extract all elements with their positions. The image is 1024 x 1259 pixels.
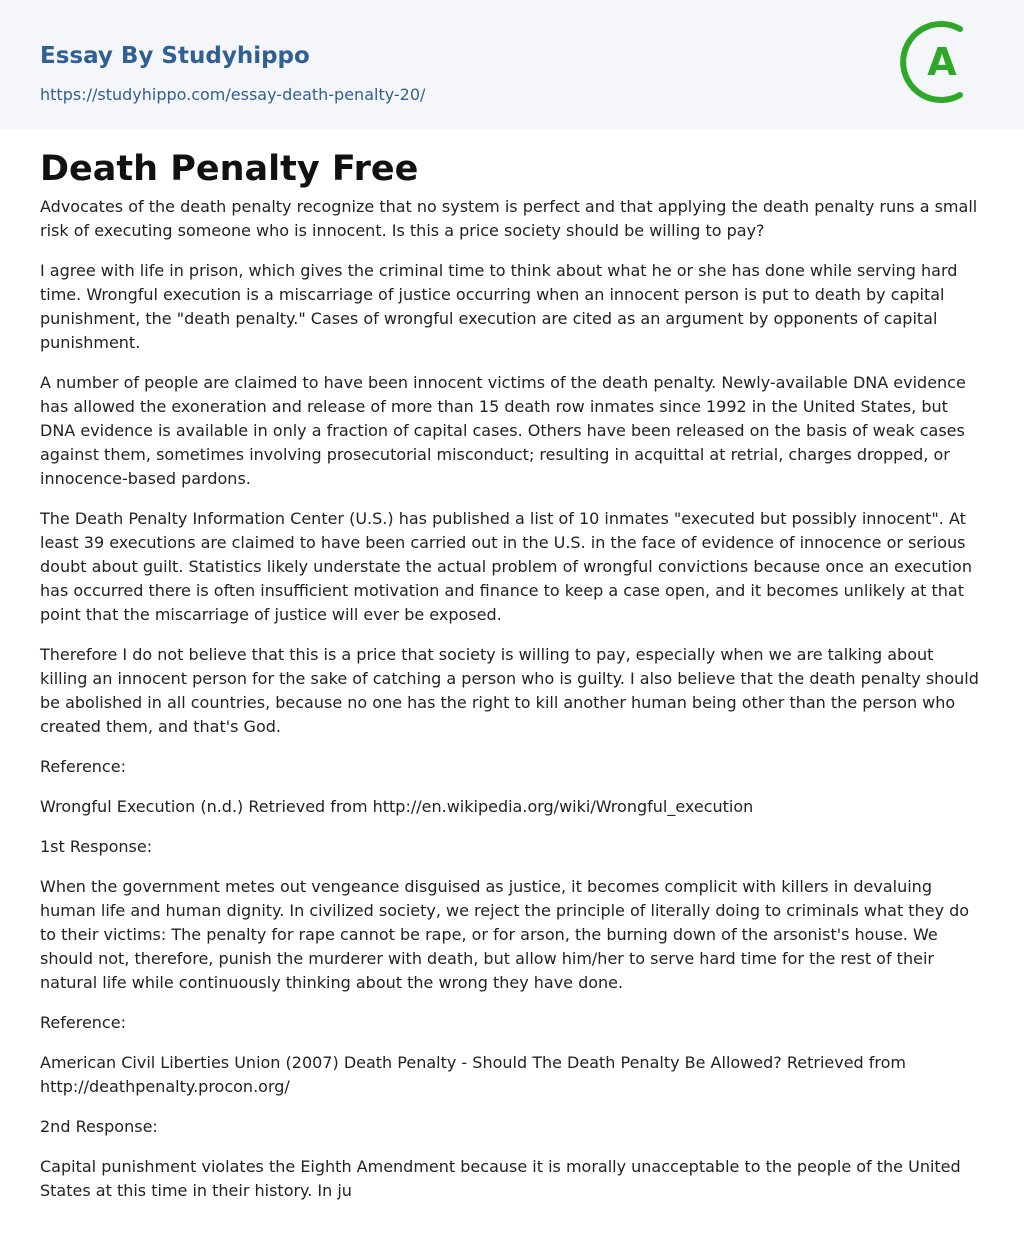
paragraph: The Death Penalty Information Center (U.S.) has published a list of 10 inmates "executed but possibly innocent". At least 39 executions are claimed to have been carried out in the U.S. in the face of evidence of innocence or serious doubt about guilt. Statistics likely understate the actual problem of wrongful convictions because once an execution has occurred there is often insufficient motivation and finance to keep a case open, and it becomes unlikely at that point that the miscarriage of justice will ever be exposed.: [40, 509, 972, 624]
essay-url-link[interactable]: https://studyhippo.com/essay-death-penalty-20/: [40, 85, 426, 104]
brand-title[interactable]: Essay By Studyhippo: [40, 43, 310, 69]
essay-body: [0, 148, 1024, 1203]
page-title: Death Penalty Free: [40, 149, 419, 189]
reference-label: Reference:: [40, 1013, 126, 1032]
paragraph: A number of people are claimed to have been innocent victims of the death penalty. Newly-available DNA evidence has allowed the exoneration and release of more than 15 death row inmates since 1992 in the United States, but DNA evidence is available in only a fraction of capital cases. Others have been released on the basis of weak cases against them, sometimes involving prosecutorial misconduct; resulting in acquittal at retrial, charges dropped, or innocence-based pardons.: [40, 373, 966, 488]
reference-citation: Wrongful Execution (n.d.) Retrieved from http://en.wikipedia.org/wiki/Wrongful_execution: [40, 797, 754, 816]
response-label: 1st Response:: [40, 837, 153, 856]
site-header: [0, 0, 1024, 129]
paragraph: When the government metes out vengeance disguised as justice, it becomes complicit with killers in devaluing human life and human dignity. In civilized society, we reject the principle of literally doing to criminals what they do to their victims: The penalty for rape cannot be rape, or for arson, the burning down of the arsonist's house. We should not, therefore, punish the murderer with death, but allow him/her to serve hard time for the rest of their natural life while continuously thinking about the wrong they have done.: [40, 877, 970, 992]
paragraph: Advocates of the death penalty recognize that no system is perfect and that applying the death penalty runs a small risk of executing someone who is innocent. Is this a price society should be willing to pay?: [40, 197, 978, 240]
logo-letter: A: [927, 40, 957, 84]
paragraph: I agree with life in prison, which gives the criminal time to think about what he or she has done while serving hard time. Wrongful execution is a miscarriage of justice occurring when an innocent person is put to death by capital punishment, the "death penalty." Cases of wrongful execution are cited as an argument by opponents of capital punishment.: [40, 261, 958, 352]
studyhippo-logo-icon[interactable]: [900, 20, 984, 104]
response-label: 2nd Response:: [40, 1117, 158, 1136]
reference-citation: American Civil Liberties Union (2007) Death Penalty - Should The Death Penalty Be Allowed? Retrieved from http://deathpenalty.procon.org/: [40, 1053, 907, 1096]
paragraph: Capital punishment violates the Eighth Amendment because it is morally unacceptable to the people of the United States at this time in their history. In ju: [40, 1157, 961, 1200]
reference-label: Reference:: [40, 757, 126, 776]
paragraph: Therefore I do not believe that this is a price that society is willing to pay, especially when we are talking about killing an innocent person for the sake of catching a person who is guilty. I also believe that the death penalty should be abolished in all countries, because no one has the right to kill another human being other than the person who created them, and that's God.: [40, 645, 979, 736]
